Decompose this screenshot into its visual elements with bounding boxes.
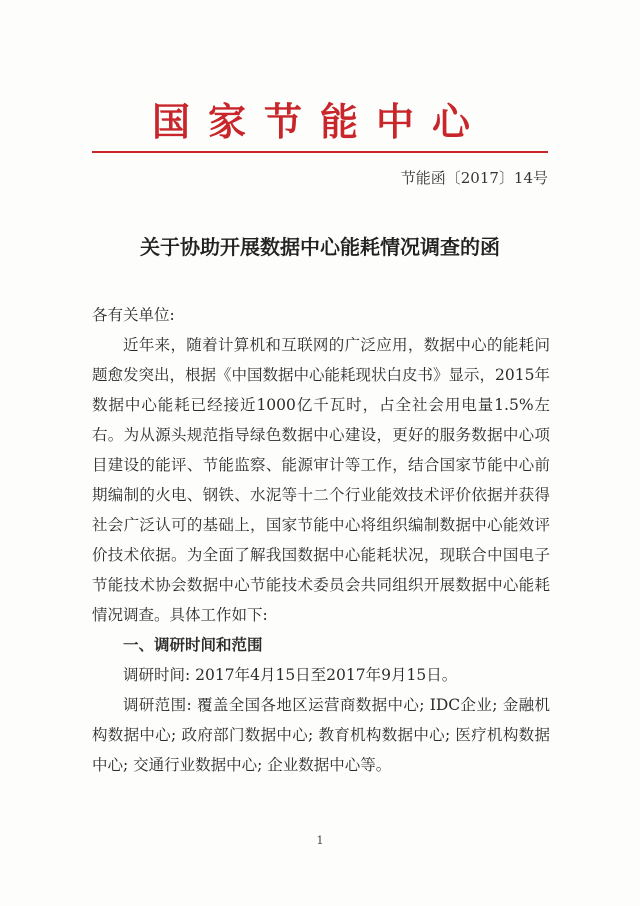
section-heading-1: 一、调研时间和范围 xyxy=(123,636,263,654)
salutation: 各有关单位: xyxy=(92,306,175,324)
page-number: 1 xyxy=(316,834,324,847)
survey-time-paragraph: 调研时间: 2017年4月15日至2017年9月15日。 xyxy=(123,666,458,684)
letter-body xyxy=(92,300,550,780)
letter-title: 关于协助开展数据中心能耗情况调查的函 xyxy=(140,235,500,259)
organization-letterhead: 国家节能中心 xyxy=(151,99,488,144)
survey-scope-paragraph: 调研范围: 覆盖全国各地区运营商数据中心; IDC企业; 金融机构数据中心; 政府部门数据中心; 教育机构数据中心; 医疗机构数据中心; 交通行业数据中心; 企业数据中心等。 xyxy=(92,696,550,774)
document-number: 节能函〔2017〕14号 xyxy=(400,169,548,187)
intro-paragraph: 近年来，随着计算机和互联网的广泛应用，数据中心的能耗问题愈发突出，根据《中国数据中心能耗现状白皮书》显示，2015年数据中心能耗已经接近1000亿千瓦时，占全社会用电量1.5%左右。为从源头规范指导绿色数据中心建设，更好的服务数据中心项目建设的能评、节能监察、能源审计等工作，结合国家节能中心前期编制的火电、钢铁、水泥等十二个行业能效技术评价依据并获得社会广泛认可的基础上，国家节能中心将组织编制数据中心能效评价技术依据。为全面了解我国数据中心能耗状况，现联合中国电子节能技术协会数据中心节能技术委员会共同组织开展数据中心能耗情况调查。具体工作如下: xyxy=(92,336,550,624)
letterhead-red-rule xyxy=(92,151,548,153)
